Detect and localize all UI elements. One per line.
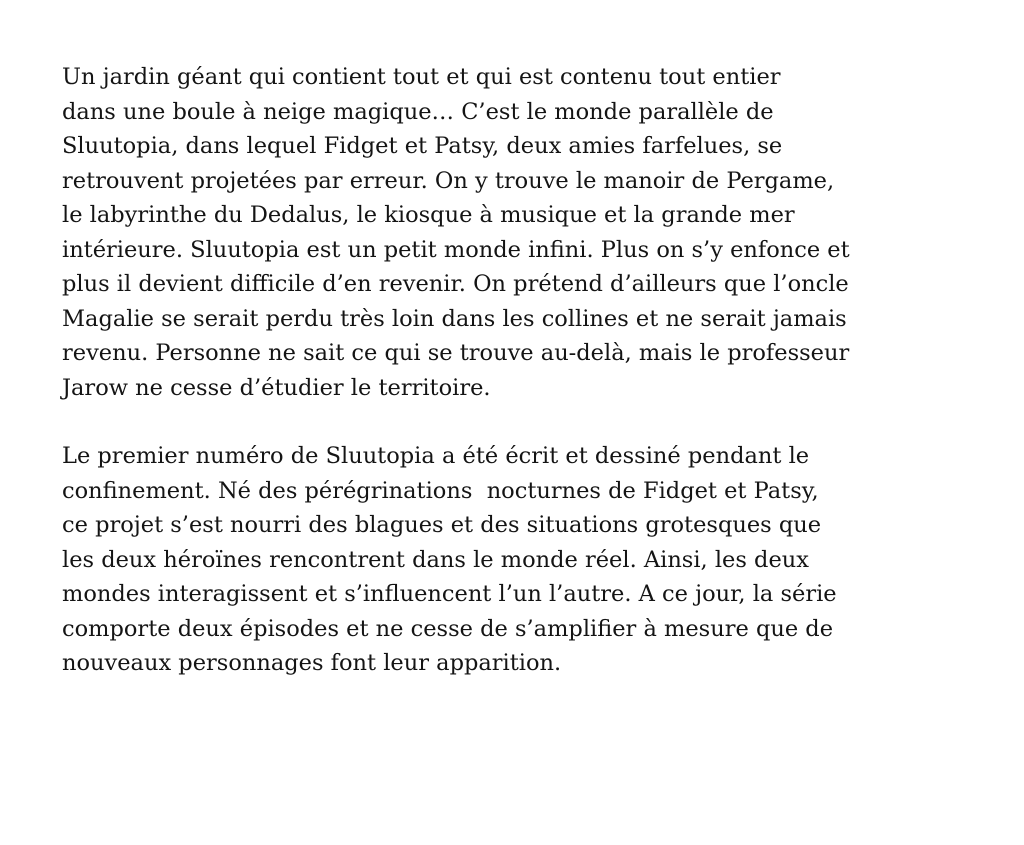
paragraph-origin [62,439,972,681]
text-line: le labyrinthe du Dedalus, le kiosque à musique et la grande mer [62,202,795,228]
text-line: Sluutopia, dans lequel Fidget et Patsy, deux amies farfelues, se [62,133,783,159]
text-line: revenu. Personne ne sait ce qui se trouve au-delà, mais le professeur [62,340,850,366]
text-line: Magalie se serait perdu très loin dans les collines et ne serait jamais [62,305,847,332]
paragraph-spacer [62,405,972,439]
text-line: Un jardin géant qui contient tout et qui est contenu tout entier [62,64,781,90]
text-page [62,60,972,681]
text-line: nouveaux personnages font leur apparition. [62,650,562,676]
paragraph-intro [62,60,972,405]
text-line: Le premier numéro de Sluutopia a été écrit et dessiné pendant le [62,443,810,469]
text-line: les deux héroïnes rencontrent dans le monde réel. Ainsi, les deux [62,546,809,573]
text-line: plus il devient difficile d’en revenir. On prétend d’ailleurs que l’oncle [62,271,849,297]
text-line: mondes interagissent et s’influencent l’un l’autre. A ce jour, la série [62,581,837,607]
text-line: comporte deux épisodes et ne cesse de s’amplifier à mesure que de [62,615,834,642]
text-line: dans une boule à neige magique… C’est le monde parallèle de [62,98,774,125]
text-line: ce projet s’est nourri des blagues et des situations grotesques que [62,512,822,538]
text-line: intérieure. Sluutopia est un petit monde infini. Plus on s’y enfonce et [62,236,850,263]
text-line: confinement. Né des pérégrinations nocturnes de Fidget et Patsy, [62,477,819,504]
text-line: Jarow ne cesse d’étudier le territoire. [62,374,491,401]
text-line: retrouvent projetées par erreur. On y trouve le manoir de Pergame, [62,167,835,194]
